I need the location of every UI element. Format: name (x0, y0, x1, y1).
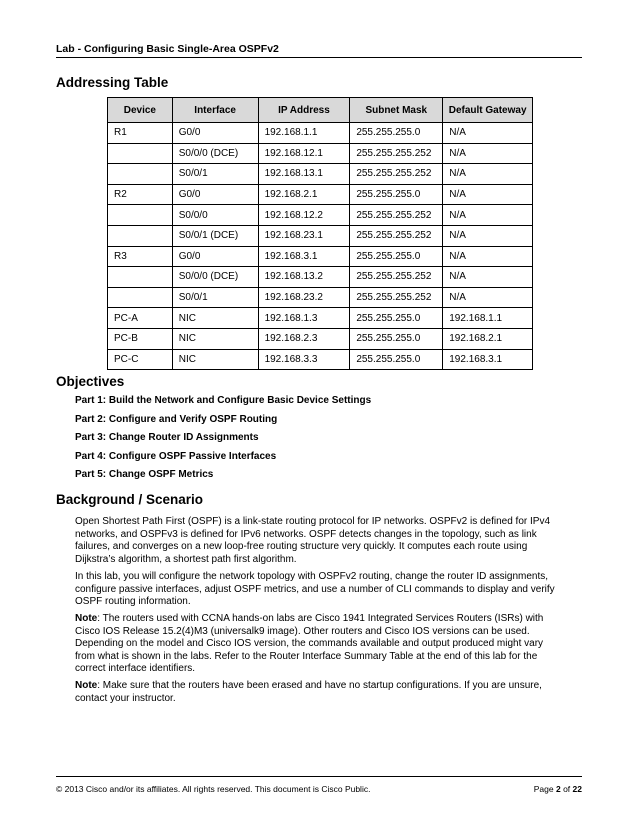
table-cell: G0/0 (172, 246, 258, 267)
objective-item: Part 3: Change Router ID Assignments (75, 432, 259, 443)
objectives-list (75, 395, 371, 488)
table-cell: R2 (108, 184, 173, 205)
table-cell: N/A (443, 164, 533, 185)
table-row (108, 349, 533, 370)
table-cell: S0/0/1 (172, 287, 258, 308)
table-cell: NIC (172, 328, 258, 349)
table-cell: 192.168.23.2 (258, 287, 350, 308)
table-cell: 192.168.23.1 (258, 225, 350, 246)
column-header: Default Gateway (443, 98, 533, 123)
table-cell: S0/0/0 (172, 205, 258, 226)
table-cell: G0/0 (172, 123, 258, 144)
table-header-row (108, 98, 533, 123)
table-cell: 255.255.255.252 (350, 143, 443, 164)
table-cell: NIC (172, 308, 258, 329)
table-cell: N/A (443, 143, 533, 164)
table-cell: 255.255.255.252 (350, 205, 443, 226)
table-cell: 255.255.255.252 (350, 225, 443, 246)
objective-item: Part 1: Build the Network and Configure Basic Device Settings (75, 395, 372, 406)
table-cell: S0/0/1 (DCE) (172, 225, 258, 246)
table-row (108, 143, 533, 164)
objective-item: Part 5: Change OSPF Metrics (75, 469, 214, 480)
table-cell: 192.168.1.1 (443, 308, 533, 329)
table-cell: 192.168.3.1 (258, 246, 350, 267)
addressing-table (107, 97, 533, 370)
table-cell: 192.168.12.1 (258, 143, 350, 164)
table-cell: PC-C (108, 349, 173, 370)
addressing-table-heading: Addressing Table (56, 75, 169, 90)
table-row (108, 308, 533, 329)
background-heading: Background / Scenario (56, 492, 204, 507)
table-row (108, 123, 533, 144)
table-cell: 192.168.2.1 (258, 184, 350, 205)
table-cell: 255.255.255.0 (350, 328, 443, 349)
document-header-title: Lab - Configuring Basic Single-Area OSPFv2 (56, 43, 279, 55)
table-cell: 192.168.12.2 (258, 205, 350, 226)
table-cell (108, 287, 173, 308)
table-cell: 192.168.13.1 (258, 164, 350, 185)
table-cell: N/A (443, 123, 533, 144)
table-cell: 255.255.255.0 (350, 308, 443, 329)
table-cell: 192.168.3.1 (443, 349, 533, 370)
footer-page-number: Page 2 of 22 (533, 784, 582, 794)
column-header: Interface (172, 98, 258, 123)
column-header: Device (108, 98, 173, 123)
table-cell: PC-B (108, 328, 173, 349)
table-cell: S0/0/1 (172, 164, 258, 185)
table-cell (108, 225, 173, 246)
table-row (108, 184, 533, 205)
table-cell (108, 164, 173, 185)
background-paragraph-1: Open Shortest Path First (OSPF) is a link-state routing protocol for IP networks. OSPFv2 is defined for IPv4 networks, and OSPFv3 is defined for IPv6 networks. OSPF detects changes in the topology, such as link failures, and converges on a new loop-free routing structure very quickly. It computes each route using Dijkstra’s algorithm, a shortest path first algorithm. (75, 516, 551, 565)
table-cell (108, 267, 173, 288)
table-cell: N/A (443, 287, 533, 308)
column-header: IP Address (258, 98, 350, 123)
table-cell: S0/0/0 (DCE) (172, 267, 258, 288)
table-body (108, 123, 533, 370)
table-cell: 255.255.255.0 (350, 246, 443, 267)
table-cell: N/A (443, 246, 533, 267)
table-row (108, 225, 533, 246)
note-text: : Make sure that the routers have been erased and have no startup configurations. If you are unsure, contact your instructor. (75, 680, 542, 704)
table-cell (108, 205, 173, 226)
objective-item: Part 2: Configure and Verify OSPF Routing (75, 413, 278, 425)
table-cell: R3 (108, 246, 173, 267)
table-cell: 192.168.2.3 (258, 328, 350, 349)
table-cell: S0/0/0 (DCE) (172, 143, 258, 164)
table-row (108, 205, 533, 226)
note-label: Note (75, 680, 98, 691)
table-cell: G0/0 (172, 184, 258, 205)
table-cell: N/A (443, 205, 533, 226)
table-cell: 192.168.3.3 (258, 349, 350, 370)
objectives-heading: Objectives (56, 374, 125, 389)
note-text: : The routers used with CCNA hands-on labs are Cisco 1941 Integrated Services Routers (ISRs) with Cisco IOS Release 15.2(4)M3 (universalk9 image). Other routers and Cisco IOS versions can be used. Depending on the model and Cisco IOS version, the commands available and output produced might vary from what is shown in the labs. Refer to the Router Interface Summary Table at the end of this lab for the correct interface identifiers. (75, 613, 544, 675)
footer-copyright: © 2013 Cisco and/or its affiliates. All rights reserved. This document is Cisco Public. (56, 784, 371, 794)
table-cell: N/A (443, 267, 533, 288)
table-cell: PC-A (108, 308, 173, 329)
table-cell: 255.255.255.0 (350, 123, 443, 144)
table-cell: 255.255.255.252 (350, 267, 443, 288)
table-cell (108, 143, 173, 164)
objective-item: Part 4: Configure OSPF Passive Interfaces (75, 450, 277, 462)
table-cell: N/A (443, 225, 533, 246)
table-row (108, 164, 533, 185)
table-cell: 192.168.13.2 (258, 267, 350, 288)
header-divider (56, 57, 582, 58)
footer-divider (56, 776, 582, 777)
table-row (108, 267, 533, 288)
table-cell: N/A (443, 184, 533, 205)
table-row (108, 287, 533, 308)
table-cell: 255.255.255.252 (350, 287, 443, 308)
note-paragraph-1 (75, 613, 565, 676)
table-cell: 255.255.255.252 (350, 164, 443, 185)
note-paragraph-2 (75, 680, 565, 705)
table-cell: 255.255.255.0 (350, 184, 443, 205)
table-cell: 255.255.255.0 (350, 349, 443, 370)
table-row (108, 328, 533, 349)
table-row (108, 246, 533, 267)
table-cell: 192.168.2.1 (443, 328, 533, 349)
table-cell: R1 (108, 123, 173, 144)
table-cell: 192.168.1.3 (258, 308, 350, 329)
note-label: Note (75, 613, 98, 624)
background-paragraph-2: In this lab, you will configure the network topology with OSPFv2 routing, change the router ID assignments, configure passive interfaces, adjust OSPF metrics, and use a number of CLI commands to display and verify OSPF routing information. (75, 571, 555, 608)
column-header: Subnet Mask (350, 98, 443, 123)
table-cell: NIC (172, 349, 258, 370)
table-cell: 192.168.1.1 (258, 123, 350, 144)
